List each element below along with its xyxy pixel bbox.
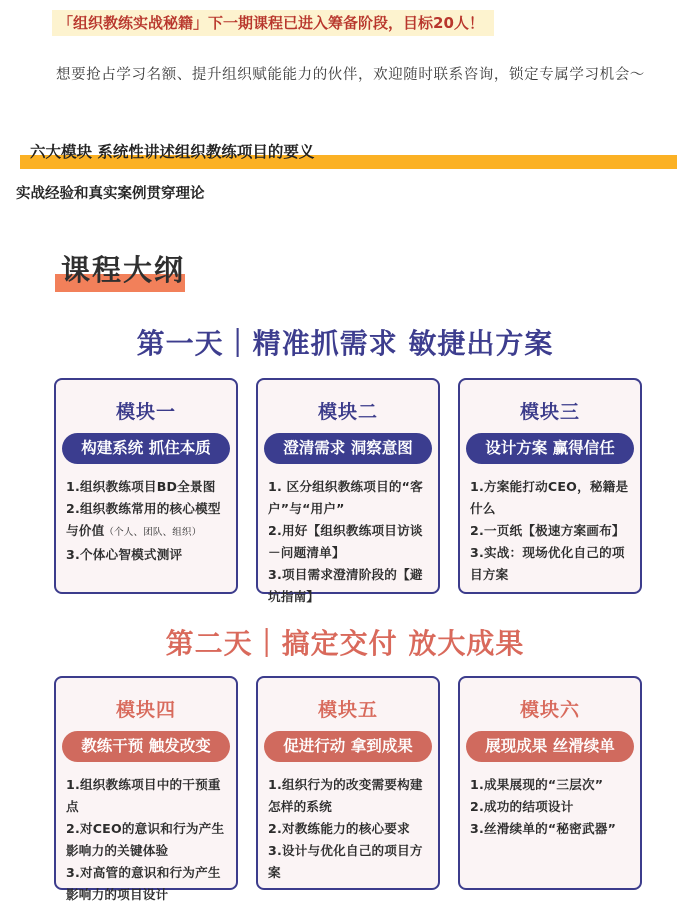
list-item: 3.个体心智模式测评	[66, 547, 183, 562]
section-heading-text: 六大模块 系统性讲述组织教练项目的要义	[30, 143, 315, 161]
module-pill: 构建系统 抓住本质	[62, 433, 230, 464]
module-card-1	[54, 378, 238, 594]
module-items	[470, 476, 634, 586]
module-pill: 澄清需求 洞察意图	[264, 433, 432, 464]
module-items	[268, 774, 432, 884]
module-name: 模块一	[115, 401, 176, 423]
module-card-6	[458, 676, 642, 890]
list-item: 2.一页纸【极速方案画布】	[470, 523, 625, 538]
list-item: 3.对高管的意识和行为产生影响力的项目设计	[66, 865, 221, 902]
list-item: 3.设计与优化自己的项目方案	[268, 843, 423, 880]
module-pill: 展现成果 丝滑续单	[466, 731, 634, 762]
module-pill: 促进行动 拿到成果	[264, 731, 432, 762]
section-heading	[20, 140, 677, 170]
list-item: 3.项目需求澄清阶段的【避坑指南】	[268, 567, 423, 604]
module-items	[66, 774, 230, 906]
outline-title: 课程大纲	[61, 253, 186, 287]
module-name: 模块五	[317, 699, 378, 721]
day2-title: 第二天｜搞定交付 放大成果	[165, 627, 525, 660]
module-pill: 设计方案 赢得信任	[466, 433, 634, 464]
subheading: 实战经验和真实案例贯穿理论	[16, 186, 205, 202]
list-item: 2.对教练能力的核心要求	[268, 821, 410, 836]
item-note: （个人、团队、组织）	[104, 527, 202, 538]
list-item: 1.方案能打动CEO，秘籍是什么	[470, 479, 629, 516]
list-item: 3.实战：现场优化自己的项目方案	[470, 545, 625, 582]
module-name: 模块六	[519, 699, 580, 721]
list-item: 1.组织教练项目BD全景图	[66, 479, 216, 494]
module-name: 模块二	[317, 401, 378, 423]
list-item: 1.组织教练项目中的干预重点	[66, 777, 221, 814]
day1-title: 第一天｜精准抓需求 敏捷出方案	[136, 327, 554, 360]
outline-badge	[55, 248, 185, 289]
module-name: 模块三	[519, 401, 580, 423]
module-card-4	[54, 676, 238, 902]
item-text: 2.组织教练常用的核心模型与价值	[66, 501, 221, 538]
module-card-3	[458, 378, 642, 594]
list-item: 3.丝滑续单的“秘密武器”	[470, 821, 617, 836]
module-pill: 教练干预 触发改变	[62, 731, 230, 762]
list-item: 1.组织行为的改变需要构建怎样的系统	[268, 777, 423, 814]
module-card-2	[256, 378, 440, 604]
list-item: 1.成果展现的“三层次”	[470, 777, 604, 792]
module-name: 模块四	[115, 699, 176, 721]
list-item: 1. 区分组织教练项目的“客户”与“用户”	[268, 479, 423, 516]
announcement-banner: 「组织教练实战秘籍」下一期课程已进入筹备阶段，目标20人！	[52, 10, 494, 36]
module-items	[66, 476, 230, 566]
list-item	[66, 498, 230, 544]
module-items	[268, 476, 432, 608]
list-item: 2.成功的结项设计	[470, 799, 574, 814]
module-card-5	[256, 676, 440, 890]
list-item: 2.对CEO的意识和行为产生影响力的关键体验	[66, 821, 225, 858]
invite-text: 想要抢占学习名额、提升组织赋能能力的伙伴，欢迎随时联系咨询，锁定专属学习机会～	[56, 67, 645, 83]
list-item: 2.用好【组织教练项目访谈－问题清单】	[268, 523, 423, 560]
module-items	[470, 774, 634, 840]
